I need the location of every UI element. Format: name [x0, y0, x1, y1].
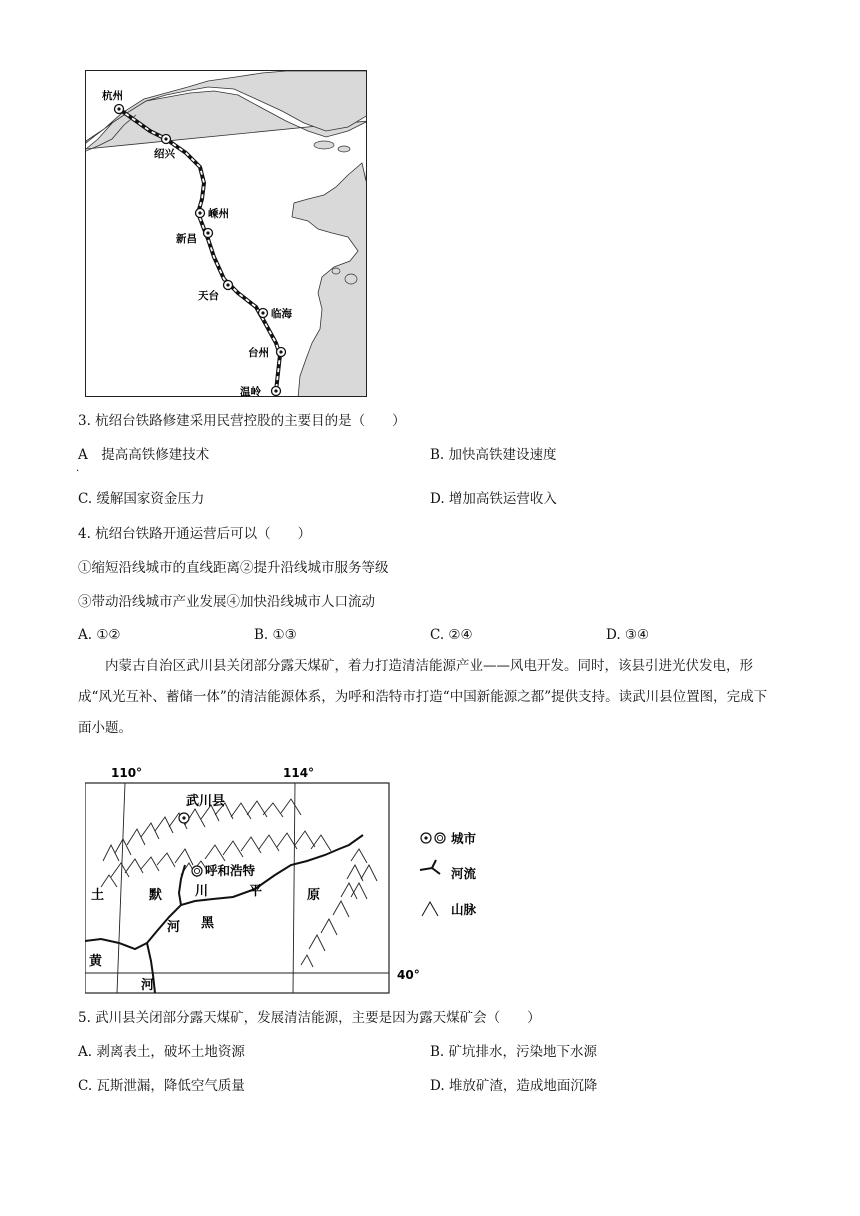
longitude-114-line: [293, 783, 295, 993]
q4-option-d[interactable]: D. ③④: [606, 627, 650, 643]
q4-statement-line-2: ③带动沿线城市产业发展④加快沿线城市人口流动: [78, 594, 375, 610]
city-label-hohhot: 呼和浩特: [205, 863, 256, 878]
city-marker-hangzhou: [115, 105, 124, 114]
legend-river-icon: [420, 860, 440, 874]
island: [338, 146, 350, 152]
reading-passage: 内蒙古自治区武川县关闭部分露天煤矿，着力打造清洁能源产业——风电开发。同时，该县引进光伏发电，形成“风光互补、蓄储一体”的清洁能源体系，为呼和浩特市打造“中国新能源之都”提供支持。读武川县位置图，完成下面小题。: [78, 658, 768, 736]
city-label-wenling: 温岭: [240, 386, 261, 397]
city-marker-tiantai: [224, 281, 233, 290]
sea-area: [86, 91, 367, 397]
q4-option-c[interactable]: C. ②④: [430, 627, 473, 643]
city-marker-hohhot: [192, 866, 202, 876]
railway-route-map: [85, 70, 367, 397]
wuchuan-map-svg: [85, 765, 430, 995]
q5-option-a[interactable]: A. 剥离表土，破坏土地资源: [78, 1044, 245, 1060]
map-frame: [85, 783, 389, 993]
plain-char-chuan: 川: [195, 884, 209, 899]
plain-char-tu: 土: [91, 888, 105, 903]
river-char-hei: 黑: [201, 916, 215, 931]
city-label-hangzhou: 杭州: [102, 90, 123, 102]
q5-stem: 5. 武川县关闭部分露天煤矿，发展清洁能源，主要是因为露天煤矿会（ ）: [78, 1010, 541, 1026]
city-marker-shaoxing: [162, 135, 171, 144]
city-label-shaoxing: 绍兴: [154, 148, 175, 160]
plain-char-yuan: 原: [307, 888, 321, 903]
plain-char-ping: 平: [249, 884, 263, 899]
island: [332, 268, 340, 274]
map-legend: [418, 826, 518, 926]
city-marker-shengzhou: [196, 209, 205, 218]
city-marker-linhai: [259, 309, 268, 318]
city-label-linhai: 临海: [271, 308, 292, 320]
q3-option-b[interactable]: B. 加快高铁建设速度: [430, 447, 557, 463]
city-label-taizhou: 台州: [248, 347, 269, 359]
plain-char-mo: 默: [149, 888, 163, 903]
q3-option-d[interactable]: D. 增加高铁运营收入: [430, 491, 557, 507]
q5-option-b[interactable]: B. 矿坑排水，污染地下水源: [430, 1044, 598, 1060]
river-char-he: 河: [167, 920, 181, 935]
railway-map-svg: [86, 71, 367, 397]
city-marker-xinchang: [204, 229, 213, 238]
legend-river-label: 河流: [451, 866, 477, 881]
yellow-river-char-huang: 黄: [89, 954, 103, 969]
q5-option-d[interactable]: D. 堆放矿渣，造成地面沉降: [430, 1078, 598, 1094]
longitude-label-114: 114°: [283, 766, 315, 780]
emphasis-dot: ·: [76, 466, 80, 477]
q3-option-a[interactable]: A 提高高铁修建技术: [78, 447, 210, 463]
q4-option-a[interactable]: A. ①②: [78, 627, 121, 643]
island: [314, 141, 334, 149]
mountain-range: [101, 799, 377, 967]
q3-stem: 3. 杭绍台铁路修建采用民营控股的主要目的是（ ）: [78, 413, 406, 429]
legend-mountain-icon: [422, 902, 438, 916]
city-marker-taizhou: [277, 348, 286, 357]
island: [345, 274, 357, 284]
legend-city-label: 城市: [451, 831, 477, 846]
q5-option-c[interactable]: C. 瓦斯泄漏，降低空气质量: [78, 1078, 245, 1094]
city-label-xinchang: 新昌: [176, 233, 197, 245]
q4-stem: 4. 杭绍台铁路开通运营后可以（ ）: [78, 526, 312, 542]
q4-option-b[interactable]: B. ①③: [254, 627, 297, 643]
city-marker-wenling: [272, 387, 281, 396]
legend-svg: [418, 826, 518, 926]
q4-statement-line-1: ①缩短沿线城市的直线距离②提升沿线城市服务等级: [78, 560, 389, 576]
legend-city-icon: [421, 833, 445, 843]
q3-option-c[interactable]: C. 缓解国家资金压力: [78, 491, 205, 507]
latitude-label-40: 40°: [397, 968, 420, 982]
longitude-110-line: [117, 783, 125, 993]
city-marker-wuchuan: [179, 813, 189, 823]
county-label-wuchuan: 武川县: [186, 794, 226, 809]
legend-mountain-label: 山脉: [451, 902, 477, 917]
city-label-tiantai: 天台: [198, 290, 219, 302]
wuchuan-location-map: [85, 765, 430, 995]
longitude-label-110: 110°: [111, 766, 143, 780]
yellow-river-char-he: 河: [141, 978, 155, 993]
city-label-shengzhou: 嵊州: [208, 208, 229, 220]
